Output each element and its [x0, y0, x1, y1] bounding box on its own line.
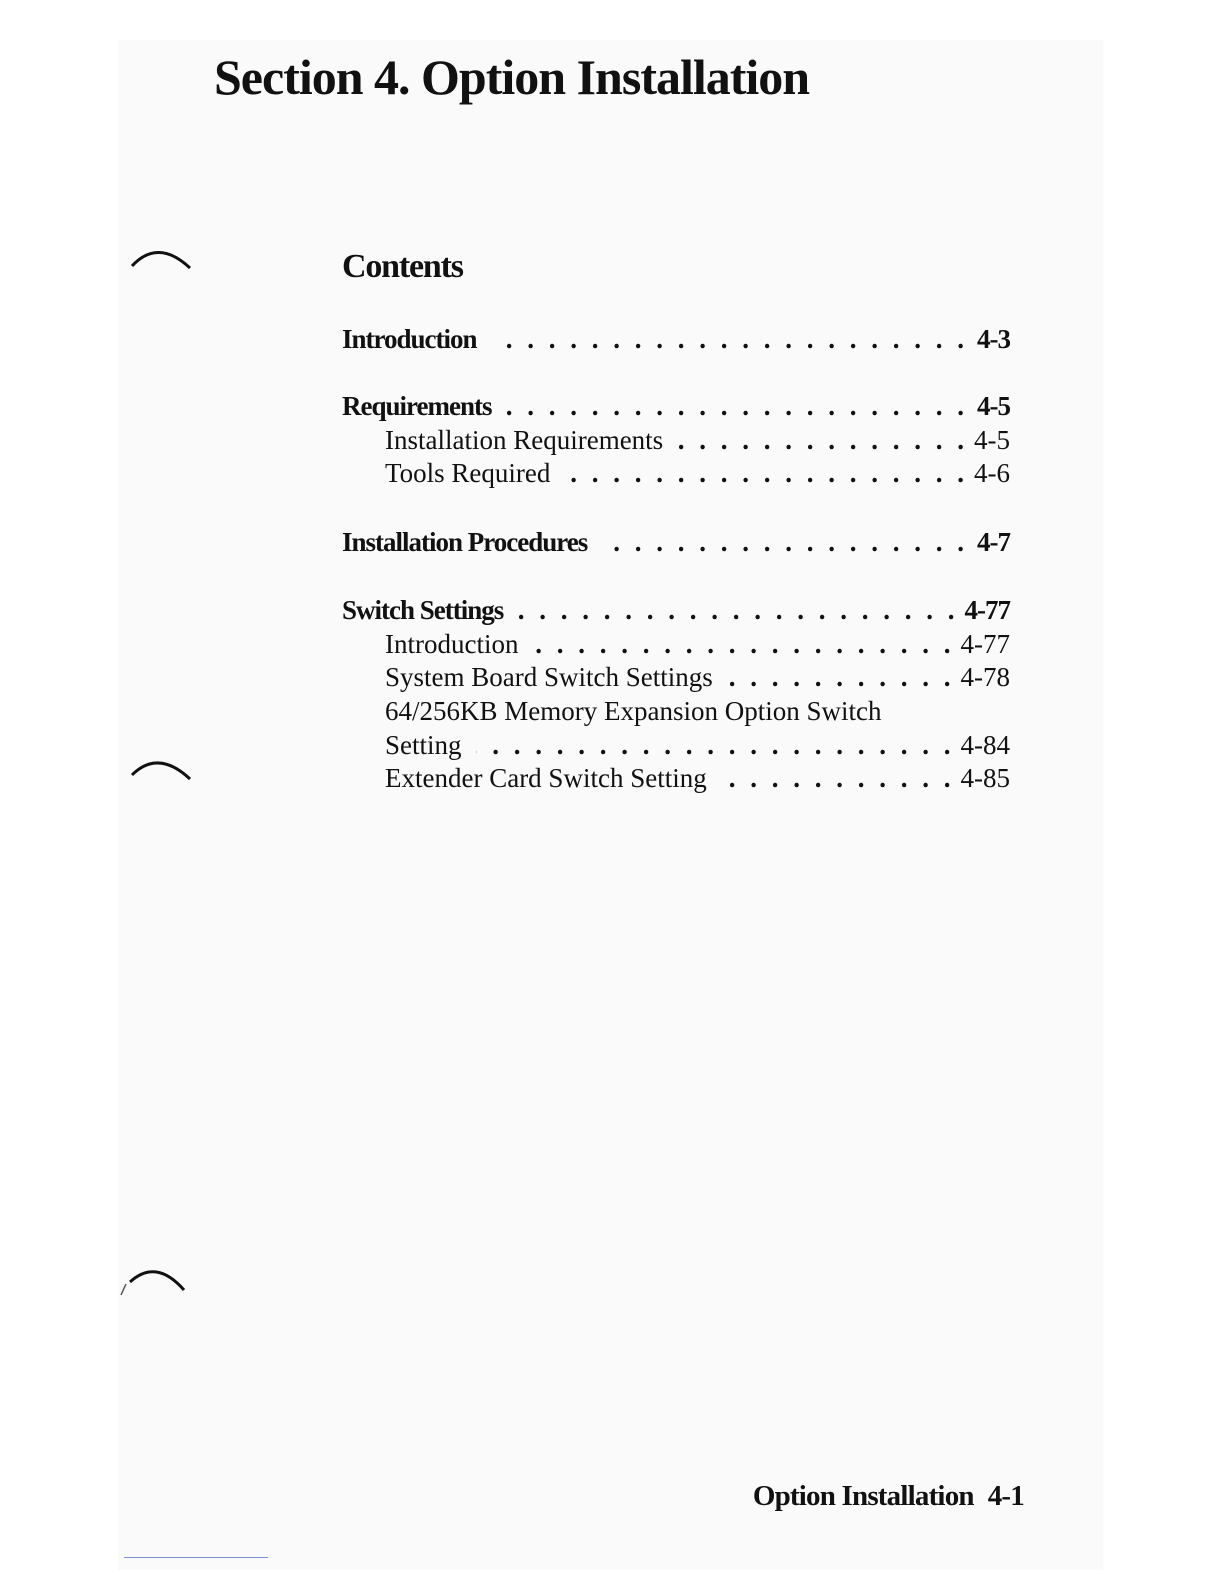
dot-leader [601, 525, 968, 559]
dot-leader [564, 456, 968, 490]
toc-entry-memory-expansion[interactable] [385, 728, 1010, 762]
binder-hole-top-icon [128, 240, 198, 290]
toc-entry-installation-procedures[interactable] [342, 525, 1010, 559]
toc-entry-page: 4-7 [977, 527, 1010, 557]
toc-entry-title: Requirements [342, 391, 492, 421]
dot-leader [476, 728, 955, 762]
dot-leader [677, 423, 968, 457]
toc-entry-page: 4-85 [960, 763, 1010, 793]
page-number: 4-1 [987, 1480, 1024, 1512]
toc-entry-page: 4-77 [960, 629, 1010, 659]
dot-leader [532, 627, 954, 661]
dot-leader [506, 389, 969, 423]
contents-heading: Contents [342, 248, 463, 285]
toc-entry-page: 4-3 [977, 324, 1010, 354]
toc-entry-page: 4-5 [977, 391, 1010, 421]
toc-entry-page: 4-84 [960, 730, 1010, 760]
binder-hole-bottom-icon [116, 1262, 186, 1312]
toc-entry-introduction[interactable] [342, 322, 1010, 356]
page-background [118, 40, 1103, 1570]
dot-leader [517, 593, 958, 627]
toc-entry-requirements[interactable] [342, 389, 1010, 423]
dot-leader [721, 761, 955, 795]
toc-entry-title: Extender Card Switch Setting [385, 763, 707, 793]
toc-entry-system-board-switch-settings[interactable] [385, 660, 1010, 694]
toc-entry-page: 4-78 [960, 662, 1010, 692]
toc-entry-title: Introduction [342, 324, 477, 354]
toc-entry-title: Introduction [385, 629, 519, 659]
toc-entry-title: 64/256KB Memory Expansion Option Switch [385, 696, 882, 726]
scan-edge-line [124, 1557, 268, 1558]
toc-entry-title: Setting [385, 730, 462, 760]
toc-entry-tools-required[interactable] [385, 456, 1010, 490]
toc-entry-page: 4-6 [974, 458, 1010, 488]
footer-title: Option Installation [752, 1480, 974, 1512]
toc-entry-extender-card-switch-setting[interactable] [385, 761, 1010, 795]
section-title: Section 4. Option Installation [214, 49, 810, 105]
toc-entry-installation-requirements[interactable] [385, 423, 1010, 457]
toc-entry-page: 4-77 [964, 595, 1010, 625]
toc-entry-switch-settings[interactable] [342, 593, 1010, 627]
binder-hole-middle-icon [128, 753, 198, 803]
toc-entry-title: Installation Procedures [342, 527, 588, 557]
page-footer [753, 1480, 1024, 1513]
toc-entry-title: Tools Required [385, 458, 551, 488]
dot-leader [727, 660, 955, 694]
toc-entry-memory-expansion-line1[interactable] [385, 694, 945, 728]
dot-leader [491, 322, 968, 356]
toc-entry-title: Installation Requirements [385, 425, 664, 455]
toc-entry-switch-introduction[interactable] [385, 627, 1010, 661]
toc-entry-title: Switch Settings [342, 595, 504, 625]
toc-entry-title: System Board Switch Settings [385, 662, 713, 692]
toc-entry-page: 4-5 [974, 425, 1010, 455]
